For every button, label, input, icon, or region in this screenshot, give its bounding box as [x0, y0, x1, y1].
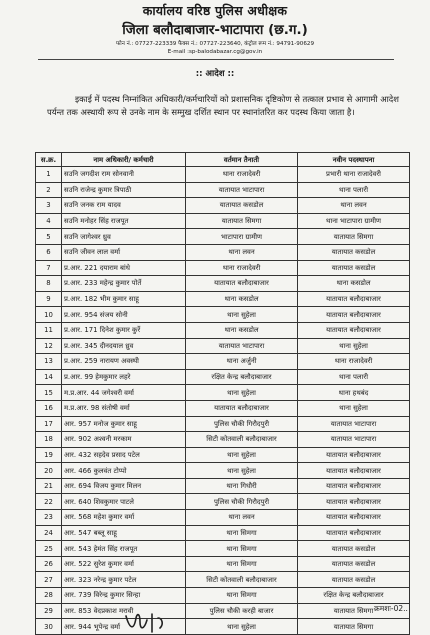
signature [122, 610, 178, 633]
table-row [36, 463, 410, 479]
cell-new-posting: थाना हथबंद [298, 385, 410, 401]
cell-current-posting: पुलिस चौकी करही बाजार [186, 603, 298, 619]
cell-name: आर. 640 शिवकुमार पाटले [62, 494, 186, 510]
cell-current-posting: सिटी कोतवाली बलौदाबाजार [186, 432, 298, 448]
cell-new-posting: थाना भाटापारा ग्रामीण [298, 213, 410, 229]
table-row [36, 400, 410, 416]
cell-name: आर. 432 सहदेव प्रसाद पटेल [62, 447, 186, 463]
cell-serial: 9 [36, 291, 62, 307]
cell-current-posting: यातायात बलौदाबाजार [186, 276, 298, 292]
cell-serial: 21 [36, 478, 62, 494]
email-line: E-mail :sp-balodabazar.cg@gov.in [167, 49, 263, 55]
cell-current-posting: सिटी कोतवाली बलौदाबाजार [186, 572, 298, 588]
cell-new-posting: यातायात सिमगा [298, 229, 410, 245]
cell-serial: 5 [36, 229, 62, 245]
cell-new-posting: थाना लवन [298, 198, 410, 214]
cell-name: आर. 957 मनोज कुमार साहू [62, 416, 186, 432]
cell-serial: 16 [36, 400, 62, 416]
cell-current-posting: यातायात सिमगा [186, 213, 298, 229]
cell-current-posting: थाना सुहेला [186, 307, 298, 323]
continuation-note: क्रमशः-02.. [374, 604, 408, 613]
cell-serial: 2 [36, 182, 62, 198]
cell-name: सउनि जीवन लाल वर्मा [62, 244, 186, 260]
cell-new-posting: यातायात कसडोल [298, 556, 410, 572]
cell-current-posting: थाना राजादेवरी [186, 260, 298, 276]
cell-name: म.प्र.आर. 44 जगेश्वरी वर्मा [62, 385, 186, 401]
order-title: :: आदेश :: [195, 69, 235, 79]
cell-new-posting: यातायात बलौदाबाजार [298, 494, 410, 510]
table-row [36, 229, 410, 245]
cell-name: प्र.आर. 99 हेमकुमार लहरे [62, 369, 186, 385]
cell-serial: 20 [36, 463, 62, 479]
cell-serial: 29 [36, 603, 62, 619]
cell-name: आर. 547 बब्लू साहू [62, 525, 186, 541]
cell-current-posting: थाना सिमगा [186, 556, 298, 572]
cell-new-posting: यातायात सिमगा [298, 603, 410, 619]
cell-new-posting: यातायात भाटापारा [298, 416, 410, 432]
cell-name: आर. 466 कुलवंत टोप्पो [62, 463, 186, 479]
header-divider [38, 59, 394, 60]
cell-name: प्र.आर. 171 दिनेश कुमार कुर्रे [62, 322, 186, 338]
cell-name: प्र.आर. 954 संजय सोनी [62, 307, 186, 323]
cell-new-posting: यातायात भाटापारा [298, 432, 410, 448]
table-row [36, 354, 410, 370]
cell-new-posting: थाना सुहेला [298, 338, 410, 354]
cell-name: प्र.आर. 259 नारायण अवस्थी [62, 354, 186, 370]
cell-current-posting: यातायात भाटापारा [186, 338, 298, 354]
cell-serial: 11 [36, 322, 62, 338]
cell-new-posting: थाना पलारी [298, 182, 410, 198]
cell-current-posting: थाना कसडोल [186, 291, 298, 307]
table-row [36, 478, 410, 494]
table-row [36, 494, 410, 510]
table-row [36, 276, 410, 292]
cell-new-posting: यातायात सिमगा [298, 619, 410, 635]
table-row [36, 525, 410, 541]
cell-current-posting: पुलिस चौकी गिरौदपुरी [186, 416, 298, 432]
table-row [36, 213, 410, 229]
cell-serial: 15 [36, 385, 62, 401]
table-row [36, 307, 410, 323]
cell-new-posting: प्रभारी थाना राजादेवरी [298, 167, 410, 183]
cell-serial: 30 [36, 619, 62, 635]
cell-serial: 26 [36, 556, 62, 572]
cell-name: प्र.आर. 345 दीनदयाल ध्रुव [62, 338, 186, 354]
table-row [36, 447, 410, 463]
transfer-table [35, 152, 410, 635]
cell-name: आर. 543 हेमंत सिंह राजपूत [62, 541, 186, 557]
table-row [36, 510, 410, 526]
table-row [36, 338, 410, 354]
office-title: कार्यालय वरिष्ठ पुलिस अधीक्षक [142, 3, 288, 18]
table-row [36, 556, 410, 572]
cell-current-posting: थाना सिमगा [186, 525, 298, 541]
district-title: जिला बलौदाबाजार-भाटापारा (छ.ग.) [122, 22, 308, 38]
cell-new-posting: यातायात बलौदाबाजार [298, 291, 410, 307]
cell-current-posting: भाटापारा ग्रामीण [186, 229, 298, 245]
cell-name: सउनि जागेश्वर ध्रुव [62, 229, 186, 245]
cell-name: सउनि मनोहर सिंह राजपूत [62, 213, 186, 229]
cell-current-posting: थाना सिमगा [186, 588, 298, 604]
table-row [36, 260, 410, 276]
cell-serial: 10 [36, 307, 62, 323]
cell-new-posting: यातायात कसडोल [298, 260, 410, 276]
cell-new-posting: यातायात बलौदाबाजार [298, 447, 410, 463]
cell-serial: 1 [36, 167, 62, 183]
cell-current-posting: थाना सुहेला [186, 385, 298, 401]
header-serial: स.क्र. [36, 153, 62, 167]
table-row [36, 167, 410, 183]
cell-name: आर. 944 भूपेन्द्र वर्मा [62, 619, 186, 635]
cell-current-posting: यातायात भाटापारा [186, 182, 298, 198]
cell-new-posting: थाना राजादेवरी [298, 354, 410, 370]
cell-name: सउनि जनक राम यादव [62, 198, 186, 214]
cell-name: प्र.आर. 182 भीम कुमार साहू [62, 291, 186, 307]
table-row [36, 541, 410, 557]
cell-serial: 23 [36, 510, 62, 526]
cell-current-posting: थाना लवन [186, 510, 298, 526]
cell-serial: 18 [36, 432, 62, 448]
cell-serial: 17 [36, 416, 62, 432]
cell-serial: 14 [36, 369, 62, 385]
cell-serial: 12 [36, 338, 62, 354]
cell-current-posting: थाना सुहेला [186, 447, 298, 463]
header-name: नाम अधिकारी/ कर्मचारी [62, 153, 186, 167]
table-row [36, 198, 410, 214]
cell-current-posting: थाना गिधौरी [186, 478, 298, 494]
table-row [36, 182, 410, 198]
cell-name: सउनि जगदीश राम सोनवानी [62, 167, 186, 183]
cell-serial: 3 [36, 198, 62, 214]
cell-current-posting: थाना लवन [186, 244, 298, 260]
cell-name: आर. 902 अश्वनी मरकाम [62, 432, 186, 448]
cell-new-posting: थाना कसडोल [298, 276, 410, 292]
table-row [36, 244, 410, 260]
order-body-text [47, 93, 407, 118]
cell-current-posting: यातायात बलौदाबाजार [186, 400, 298, 416]
cell-new-posting: यातायात बलौदाबाजार [298, 307, 410, 323]
contact-line: फोन नं.: 07727-223339 फैक्स नं.: 07727-223640, कंट्रोल रूम नं.: 94791-90629 [115, 41, 315, 47]
table-header-row [36, 153, 410, 167]
cell-new-posting: यातायात कसडोल [298, 572, 410, 588]
cell-serial: 27 [36, 572, 62, 588]
cell-name: म.प्र.आर. 98 संतोषी वर्मा [62, 400, 186, 416]
cell-name: आर. 853 वेदप्रकाश मरावी [62, 603, 186, 619]
cell-current-posting: पुलिस चौकी गिरौदपुरी [186, 494, 298, 510]
cell-new-posting: यातायात कसडोल [298, 541, 410, 557]
cell-new-posting: रक्षित केन्द्र बलौदाबाजार [298, 588, 410, 604]
table-row [36, 588, 410, 604]
cell-current-posting: थाना सिमगा [186, 541, 298, 557]
header-current-posting: वर्तमान तैनाती [186, 153, 298, 167]
cell-name: प्र.आर. 221 दयाराम बांधे [62, 260, 186, 276]
cell-new-posting: यातायात बलौदाबाजार [298, 510, 410, 526]
cell-new-posting: थाना पलारी [298, 369, 410, 385]
table-row [36, 432, 410, 448]
table-row [36, 619, 410, 635]
cell-serial: 22 [36, 494, 62, 510]
order-body-content: इकाई में पदस्थ निम्नांकित अधिकारी/कर्मचारियों को प्रशासनिक दृष्टिकोण से तत्काल प्रभाव से आगामी आदेश पर्यन्त तक अस्थायी रूप से उनके नाम के सम्मुख दर्शित स्थान पर स्थानांतरित कर पदस्थ किया जाता है। [47, 94, 399, 117]
cell-serial: 8 [36, 276, 62, 292]
cell-name: सउनि राजेन्द्र कुमार त्रिपाठी [62, 182, 186, 198]
cell-serial: 28 [36, 588, 62, 604]
cell-serial: 19 [36, 447, 62, 463]
cell-serial: 6 [36, 244, 62, 260]
cell-current-posting: रक्षित केन्द्र बलौदाबाजार [186, 369, 298, 385]
table-row [36, 572, 410, 588]
cell-name: आर. 739 विरेन्द्र कुमार सिन्हा [62, 588, 186, 604]
cell-name: आर. 694 विजय कुमार मिलन [62, 478, 186, 494]
table-row [36, 369, 410, 385]
cell-current-posting: थाना कसडोल [186, 322, 298, 338]
cell-serial: 25 [36, 541, 62, 557]
cell-new-posting: थाना सुहेला [298, 400, 410, 416]
cell-current-posting: यातायात कसडोल [186, 198, 298, 214]
cell-serial: 24 [36, 525, 62, 541]
table-row [36, 385, 410, 401]
cell-name: आर. 568 महेश कुमार वर्मा [62, 510, 186, 526]
cell-name: आर. 522 सुरेश कुमार वर्मा [62, 556, 186, 572]
table-row [36, 291, 410, 307]
table-row [36, 603, 410, 619]
cell-new-posting: यातायात बलौदाबाजार [298, 463, 410, 479]
header-new-posting: नवीन पदस्थापना [298, 153, 410, 167]
cell-serial: 4 [36, 213, 62, 229]
cell-serial: 13 [36, 354, 62, 370]
table-row [36, 416, 410, 432]
cell-new-posting: यातायात बलौदाबाजार [298, 525, 410, 541]
cell-current-posting: थाना राजादेवरी [186, 167, 298, 183]
cell-new-posting: यातायात बलौदाबाजार [298, 322, 410, 338]
cell-name: प्र.आर. 233 महेन्द्र कुमार पोर्ते [62, 276, 186, 292]
cell-current-posting: थाना सुहेला [186, 619, 298, 635]
cell-name: आर. 323 नरेन्द्र कुमार पटेल [62, 572, 186, 588]
cell-current-posting: थाना सुहेला [186, 463, 298, 479]
cell-new-posting: यातायात बलौदाबाजार [298, 478, 410, 494]
cell-current-posting: थाना अर्जुनी [186, 354, 298, 370]
table-body [36, 167, 410, 635]
cell-serial: 7 [36, 260, 62, 276]
cell-new-posting: यातायात कसडोल [298, 244, 410, 260]
table-row [36, 322, 410, 338]
